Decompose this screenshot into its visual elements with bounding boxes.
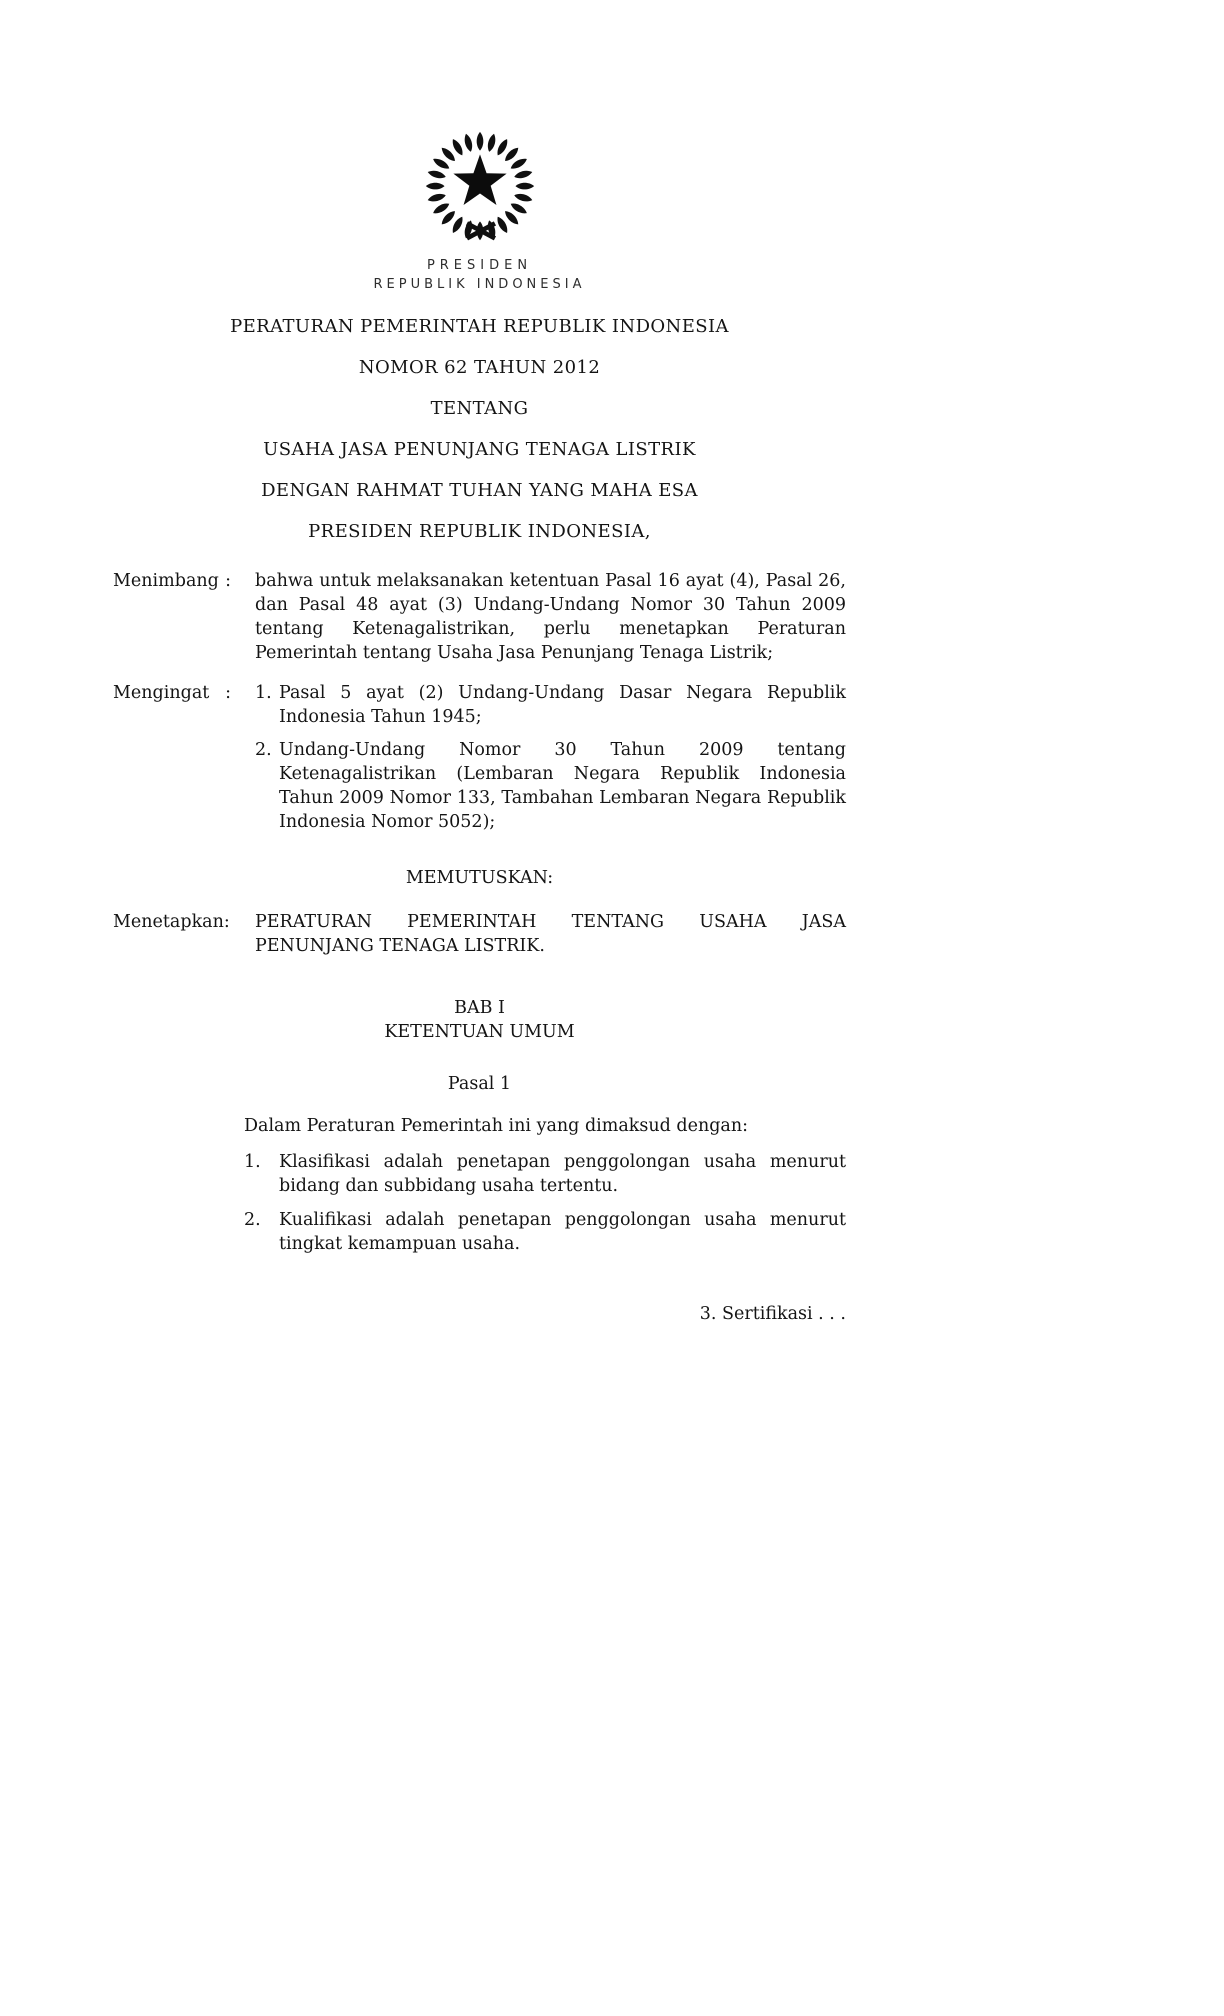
definition-item-number: 1. xyxy=(244,1152,261,1172)
definition-item xyxy=(244,1208,846,1256)
chapter-heading xyxy=(113,996,846,1044)
mengingat-list xyxy=(255,681,846,834)
article-definitions-list xyxy=(244,1150,846,1256)
letterhead xyxy=(113,258,846,292)
menetapkan-text: PERATURAN PEMERINTAH TENTANG USAHA JASA PENUNJANG TENAGA LISTRIK. xyxy=(255,912,846,956)
title-line-regulation: PERATURAN PEMERINTAH REPUBLIK INDONESIA xyxy=(230,316,729,337)
chapter-number: BAB I xyxy=(454,998,505,1018)
definition-item xyxy=(244,1150,846,1198)
menimbang-colon: : xyxy=(225,571,231,591)
mengingat-colon: : xyxy=(225,683,231,703)
mengingat-item xyxy=(255,738,846,834)
mengingat-item-text: Pasal 5 ayat (2) Undang-Undang Dasar Negara Republik Indonesia Tahun 1945; xyxy=(279,683,846,727)
title-line-subject: USAHA JASA PENUNJANG TENAGA LISTRIK xyxy=(263,439,696,460)
mengingat-label xyxy=(113,681,255,705)
memutuskan-heading: MEMUTUSKAN: xyxy=(405,868,554,888)
title-line-presiden: PRESIDEN REPUBLIK INDONESIA, xyxy=(308,521,651,542)
definition-item-number: 2. xyxy=(244,1210,261,1230)
definition-item-text: Klasifikasi adalah penetapan penggolongan usaha menurut bidang dan subbidang usaha tertentu. xyxy=(279,1152,846,1196)
catchword: 3. Sertifikasi . . . xyxy=(699,1304,846,1324)
article-intro: Dalam Peraturan Pemerintah ini yang dimaksud dengan: xyxy=(244,1116,749,1136)
menimbang-label xyxy=(113,569,255,593)
menetapkan-section xyxy=(113,910,846,958)
title-line-tentang: TENTANG xyxy=(430,398,529,419)
mengingat-item xyxy=(255,681,846,729)
menimbang-section xyxy=(113,569,846,665)
title-block xyxy=(113,316,846,543)
menimbang-text: bahwa untuk melaksanakan ketentuan Pasal 16 ayat (4), Pasal 26, dan Pasal 48 ayat (3) Undang-Undang Nomor 30 Tahun 2009 tentang Ketenagalistrikan, perlu menetapkan Peraturan Pemerintah tentang Usaha Jasa Penunjang Tenaga Listrik; xyxy=(255,571,846,663)
letterhead-presiden: PRESIDEN xyxy=(426,258,533,273)
letterhead-republik-indonesia: REPUBLIK INDONESIA xyxy=(373,277,586,292)
document-page xyxy=(113,0,846,1326)
mengingat-section xyxy=(113,681,846,834)
menimbang-word: Menimbang xyxy=(113,571,219,591)
definition-item-text: Kualifikasi adalah penetapan penggolongan usaha menurut tingkat kemampuan usaha. xyxy=(279,1210,846,1254)
title-line-rahmat: DENGAN RAHMAT TUHAN YANG MAHA ESA xyxy=(261,480,698,501)
title-line-number: NOMOR 62 TAHUN 2012 xyxy=(358,357,601,378)
mengingat-word: Mengingat xyxy=(113,683,210,703)
menetapkan-label: Menetapkan: xyxy=(113,912,230,932)
mengingat-item-text: Undang-Undang Nomor 30 Tahun 2009 tentang Ketenagalistrikan (Lembaran Negara Republik Indonesia Tahun 2009 Nomor 133, Tambahan Lembaran Negara Republik Indonesia Nomor 5052); xyxy=(279,740,846,832)
mengingat-item-number: 2. xyxy=(255,740,272,760)
mengingat-item-number: 1. xyxy=(255,683,272,703)
presidential-seal-icon xyxy=(424,128,536,246)
chapter-title: KETENTUAN UMUM xyxy=(384,1022,575,1042)
article-heading: Pasal 1 xyxy=(447,1074,512,1094)
